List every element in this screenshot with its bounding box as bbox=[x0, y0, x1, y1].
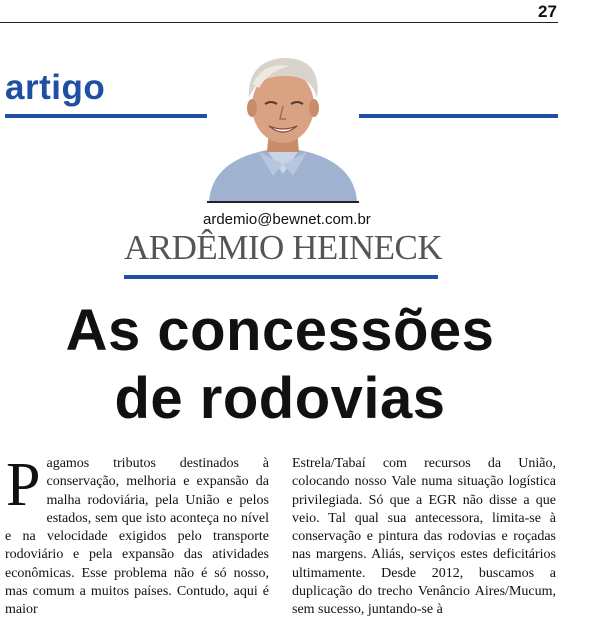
article-text-right: Estrela/Tabaí com recursos da União, colocando nosso Vale numa situação logística privilegiada. Só que a EGR não disse a que veio. Tal qual sua antecessora, limita-se à conservação e pintura das rodovias e roçadas nas margens. Aliás, serviços estes deficitários ultimamente. Desde 2012, buscamos a duplicação do trecho Venâncio Aires/Mucum, sem sucesso, juntando-se à bbox=[292, 456, 556, 618]
author-email: ardemio@bewnet.com.br bbox=[203, 211, 371, 228]
author-rule bbox=[124, 275, 438, 279]
top-rule bbox=[0, 22, 558, 23]
article-column-left bbox=[5, 451, 269, 620]
drop-cap: P bbox=[6, 451, 41, 519]
portrait-rule bbox=[207, 201, 359, 203]
headline-line-2: de rodovias bbox=[114, 366, 446, 431]
article-text-left: agamos tributos destinados à conservação, melhoria e expansão da malha rodoviária, pela União e pelos estados, sem que isto aconteça no nível e na velocidade exigidos pelo transporte rodoviário e pela expansão das atividades econômicas. Esse problema não é só nosso, mas comum a muitos países. Contudo, aqui é maior bbox=[5, 456, 269, 618]
article-column-right bbox=[292, 455, 556, 620]
section-label: artigo bbox=[5, 68, 106, 107]
author-portrait bbox=[207, 52, 359, 202]
headline-line-1: As concessões bbox=[65, 298, 495, 363]
author-name: ARDÊMIO HEINECK bbox=[124, 228, 443, 267]
page-number: 27 bbox=[538, 2, 557, 21]
